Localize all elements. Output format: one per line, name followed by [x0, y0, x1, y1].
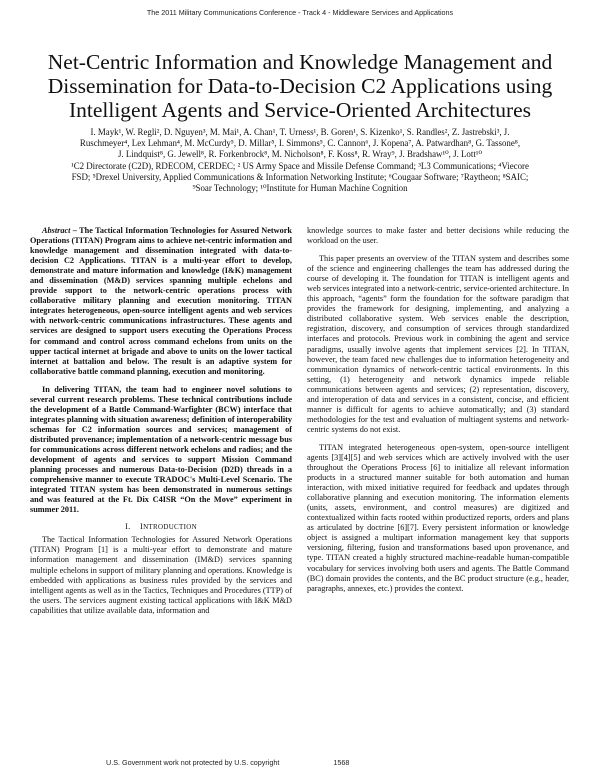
page-footer	[106, 758, 349, 767]
body-paragraph: knowledge sources to make faster and better decisions while reducing the workload on the user.	[307, 226, 569, 246]
author-line: I. Mayk¹, W. Regli², D. Nguyen³, M. Mai¹, A. Chan¹, T. Urness¹, B. Goren¹, S. Kizenko¹, S. Randles², Z. Jastrebski³, J.	[90, 127, 510, 137]
page-number: 1568	[333, 758, 350, 767]
abstract-label: Abstract	[42, 226, 71, 235]
title-line: Net-Centric Information and Knowledge Management and	[47, 50, 553, 74]
body-paragraph: TITAN integrated heterogeneous open-system, open-source intelligent agents [3][4][5] and web services which are actively involved with the user throughout the Operations Process [6] to initialize all relevant information products in a structured manner suitable for both automation and human interaction, with mixed initiative required for feedback and updates through collaborative planning and execution monitoring. The information elements (units, assets, environment, and control measures) are digitized and contextualized within facts rooted within productized reports, orders and plans as articulated by doctrine [6][7]. Every persistent information or knowledge object is assigned a multipart information management key that supports versioning, filtering, fusion and transformations based upon provenance, and type. TITAN created a highly structured machine-readable human-compatible vocabulary for services involving both users and agents. The Battle Command (BC) domain provides the contents, and the BC product structure (e.g., header, paragraphs, annexes, etc.) provides the context.	[307, 442, 569, 593]
title-line: Intelligent Agents and Service-Oriented Architectures	[68, 98, 532, 122]
section-initial: I	[140, 522, 144, 532]
copyright-notice: U.S. Government work not protected by U.S. copyright	[106, 758, 280, 767]
section-title-rest: NTRODUCTION	[143, 523, 197, 532]
abstract-paragraph-2: In delivering TITAN, the team had to engineer novel solutions to several current research problems. These technical contributions include the development of a Battle Command-Warfighter (BCW) interface that integrates planning with situation awareness; definition of interoperability schemas for C2 information sources and services; management of distributed provenance; implementation of a network-centric message bus for communications across different network echelons and radios; and the development of agents and services to support Mission Command planning processes and numerous Data-to-Decision (D2D) threads in a comprehensive manner to execute TRADOC's Multi-Level Scenario. The integrated TITAN system has been demonstrated in numerous settings and was featured at the Ft. Dix C4ISR “On the Move” experiment in summer 2011.	[30, 384, 292, 515]
conference-header: The 2011 Military Communications Conference - Track 4 - Middleware Services and Applications	[146, 8, 454, 17]
right-column	[307, 226, 569, 594]
affiliation-line: FSD; ⁵Drexel University, Applied Communications & Information Networking Institute; ⁶Cougaar Software; ⁷Raytheon; ⁸SAIC;	[71, 171, 529, 182]
abstract-text: – The Tactical Information Technologies for Assured Network Operations (TITAN) Program aims to achieve net-centric information and knowledge management and dissemination integrated with data-to-decision C2 Applications. TITAN is a multi-year effort to develop, demonstrate and mature information and knowledge (I&K) management and dissemination (M&D) services spanning multiple echelons and provide support to the network-centric operations process with collaborative military planning and execution monitoring. TITAN integrates heterogeneous, open-source intelligent agents and web services with network-centric communications infrastructures. These agents and services are designed to support users executing the Operations Process for command and control across command echelons from units on the upper tactical internet at brigade and above to units on the lower tactical internet at battalion and below. The result is an adaptive system for collaborative battle command planning, execution and monitoring.	[30, 226, 292, 376]
left-column	[30, 226, 292, 616]
affiliation-line: ⁹Soar Technology; ¹⁰Institute for Human Machine Cognition	[192, 183, 408, 194]
paper-title	[20, 50, 580, 122]
intro-paragraph: The Tactical Information Technologies for Assured Network Operations (TITAN) Program [1] is a multi-year effort to demonstrate and mature information management and dissemination (IM&D) services spanning multiple echelons in support of military planning and operations. Knowledge is embedded with applications as business rules provided by the services and intelligent agents as well as in the Tactics, Techniques and Procedures (TTP) of the users. The services augment existing tactical applications with I&K M&D capabilities that utilize available data, information and	[30, 535, 292, 615]
abstract-paragraph	[30, 226, 292, 377]
body-paragraph: This paper presents an overview of the TITAN system and describes some of the science and engineering challenges the team has addressed during the course of developing it. The foundation for TITAN is intelligent agents and web services integrated into a network-centric, service-oriented architecture. In this approach, “agents” form the foundation for the software paradigm that provides the framework for designing, implementing, and analyzing a distributed collaborative system. Web services enable the description, registration, discovery, and consumption of services through standardized interfaces and protocols. Previous work in combining the agent and service paradigms, usually involve agents that implement services [2]. In TITAN, however, the team faced new challenges due to information heterogeneity and communication dynamics of network-centric tactical environments. In this setting, (1) heterogeneity and network dynamics impede reliable communications between agents and services; (2) representation, discovery, and interoperation of data and services in a consistent, concise, and efficient manner is difficult for agents to achieve automatically; and (3) standard methodologies for the test and evaluation of multiagent systems and network-centric systems do not exist.	[307, 254, 569, 434]
section-heading	[30, 522, 292, 532]
section-number: I.	[125, 522, 131, 532]
affiliation-line: ¹C2 Directorate (C2D), RDECOM, CERDEC; ² US Army Space and Missile Defense Command; ³L3 Communications; ⁴Viecore	[71, 160, 529, 171]
author-block	[28, 127, 572, 194]
title-line: Dissemination for Data-to-Decision C2 Applications using	[47, 74, 553, 98]
author-line: J. Lindquist⁸, G. Jewell⁸, R. Forkenbrock⁸, M. Nicholson⁸, F. Koss⁸, R. Wray⁹, J. Bradshaw¹⁰, J. Lott¹⁰	[117, 149, 483, 160]
author-line: Ruschmeyer⁴, Lex Lehman⁴, M. McCurdy⁵, D. Millar⁵, I. Simmons⁵, C. Cannon⁶, J. Kopena⁷, A. Patwardhan⁸, G. Tassone⁸,	[79, 138, 521, 149]
